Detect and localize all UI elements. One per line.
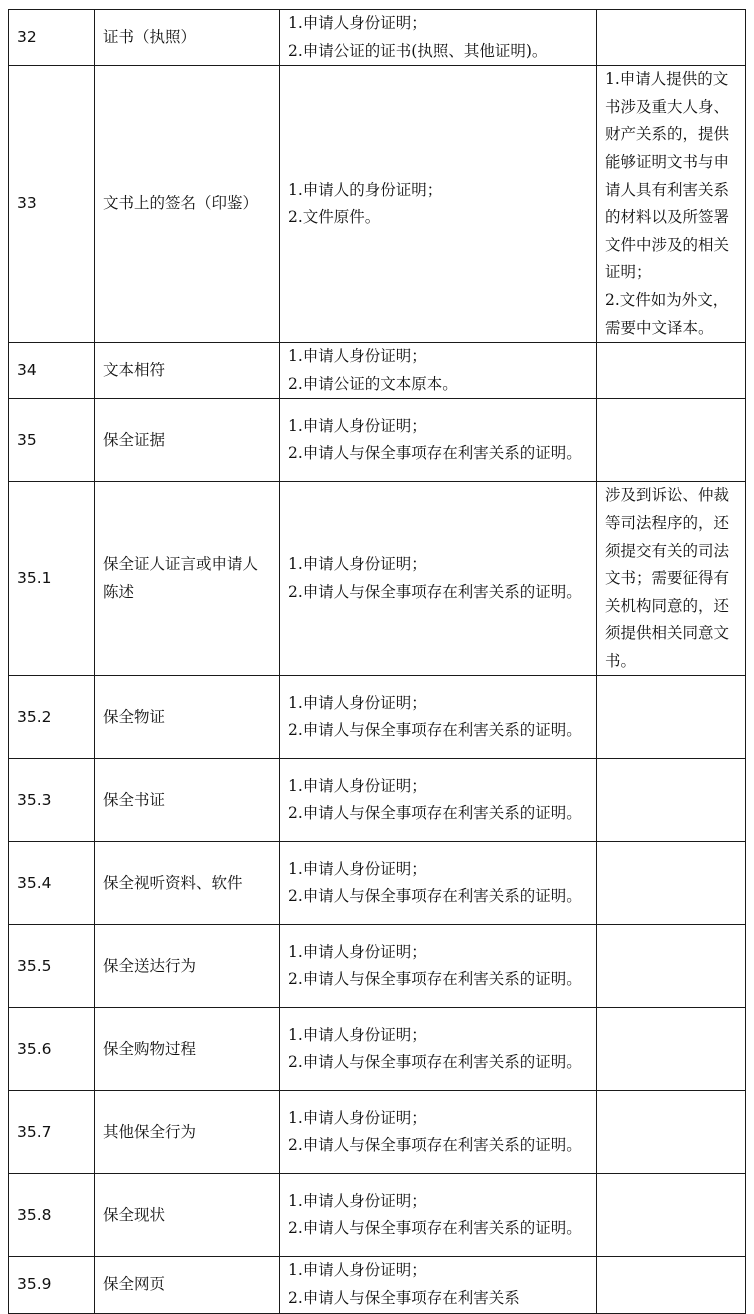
required-material-line: 1.申请人身份证明； (288, 1261, 427, 1280)
required-material-line: 2.申请人与保全事项存在利害关系的证明。 (288, 1053, 582, 1072)
table-row (9, 1091, 746, 1174)
note-cell (597, 759, 746, 842)
required-materials-cell (280, 10, 597, 66)
item-number-cell: 33 (9, 66, 95, 343)
table-row (9, 1257, 746, 1313)
item-name-cell: 保全视听资料、软件 (95, 842, 280, 925)
item-name-cell: 证书（执照） (95, 10, 280, 66)
required-material-line: 1.申请人身份证明； (288, 693, 427, 712)
note-cell (597, 1257, 746, 1313)
item-name-cell: 文本相符 (95, 343, 280, 399)
required-material-line: 2.申请人与保全事项存在利害关系的证明。 (288, 1136, 582, 1155)
required-material-line: 1.申请人身份证明； (288, 1108, 427, 1127)
required-material-line: 2.申请公证的证书(执照、其他证明)。 (288, 41, 548, 60)
required-material-line: 1.申请人身份证明； (288, 14, 427, 32)
required-material-line: 1.申请人身份证明； (288, 1191, 427, 1210)
item-number-cell: 35.8 (9, 1174, 95, 1257)
item-number-cell: 35.2 (9, 676, 95, 759)
table-row (9, 1008, 746, 1091)
required-materials-cell (280, 1174, 597, 1257)
required-material-line: 1.申请人身份证明； (288, 859, 427, 878)
table-row (9, 482, 746, 676)
required-material-line: 2.申请人与保全事项存在利害关系 (288, 1289, 520, 1308)
required-materials-cell (280, 343, 597, 399)
table-row (9, 842, 746, 925)
required-material-line: 2.申请人与保全事项存在利害关系的证明。 (288, 444, 582, 463)
required-material-line: 1.申请人身份证明； (288, 1025, 427, 1044)
note-cell (597, 676, 746, 759)
required-material-line: 2.申请人与保全事项存在利害关系的证明。 (288, 970, 582, 989)
requirements-table (8, 9, 746, 1314)
required-materials-cell (280, 399, 597, 482)
note-line: 1.申请人提供的文书涉及重大人身、财产关系的，提供能够证明文书与申请人具有利害关系的材料以及所签署文件中涉及的相关证明； (605, 70, 730, 282)
table-body (9, 10, 746, 1314)
table-row (9, 1174, 746, 1257)
required-material-line: 2.申请公证的文本原本。 (288, 374, 458, 393)
item-number-cell: 35.3 (9, 759, 95, 842)
required-materials-cell (280, 842, 597, 925)
table-row (9, 759, 746, 842)
required-material-line: 1.申请人身份证明； (288, 942, 427, 961)
note-cell (597, 66, 746, 343)
item-number-cell: 35.9 (9, 1257, 95, 1313)
item-number-cell: 35.5 (9, 925, 95, 1008)
item-name-cell: 保全现状 (95, 1174, 280, 1257)
table-row (9, 66, 746, 343)
required-material-line: 1.申请人身份证明； (288, 347, 427, 366)
required-materials-cell (280, 482, 597, 676)
item-name-cell: 保全送达行为 (95, 925, 280, 1008)
note-cell (597, 482, 746, 676)
required-materials-cell (280, 759, 597, 842)
item-number-cell: 32 (9, 10, 95, 66)
table-row (9, 925, 746, 1008)
required-material-line: 2.文件原件。 (288, 208, 381, 227)
required-materials-cell (280, 925, 597, 1008)
item-name-cell: 保全物证 (95, 676, 280, 759)
required-materials-cell (280, 676, 597, 759)
note-cell (597, 399, 746, 482)
required-material-line: 1.申请人的身份证明； (288, 180, 443, 199)
note-cell (597, 1008, 746, 1091)
required-materials-cell (280, 66, 597, 343)
note-cell (597, 343, 746, 399)
required-material-line: 2.申请人与保全事项存在利害关系的证明。 (288, 804, 582, 823)
required-materials-cell (280, 1257, 597, 1313)
item-number-cell: 35.1 (9, 482, 95, 676)
note-cell (597, 842, 746, 925)
item-number-cell: 34 (9, 343, 95, 399)
table-row (9, 399, 746, 482)
item-number-cell: 35.4 (9, 842, 95, 925)
note-cell (597, 925, 746, 1008)
note-line: 涉及到诉讼、仲裁等司法程序的，还须提交有关的司法文书；需要征得有关机构同意的，还须提供相关同意文书。 (605, 486, 730, 670)
item-number-cell: 35.6 (9, 1008, 95, 1091)
note-cell (597, 1091, 746, 1174)
item-number-cell: 35 (9, 399, 95, 482)
note-line: 2.文件如为外文，需要中文译本。 (605, 290, 729, 337)
item-name-cell: 保全证人证言或申请人陈述 (95, 482, 280, 676)
required-material-line: 1.申请人身份证明； (288, 416, 427, 435)
item-name-cell: 其他保全行为 (95, 1091, 280, 1174)
note-cell (597, 1174, 746, 1257)
required-material-line: 2.申请人与保全事项存在利害关系的证明。 (288, 582, 582, 601)
table-row (9, 10, 746, 66)
item-name-cell: 文书上的签名（印鉴） (95, 66, 280, 343)
required-material-line: 2.申请人与保全事项存在利害关系的证明。 (288, 1219, 582, 1238)
required-materials-cell (280, 1091, 597, 1174)
required-material-line: 2.申请人与保全事项存在利害关系的证明。 (288, 721, 582, 740)
table-row (9, 676, 746, 759)
item-number-cell: 35.7 (9, 1091, 95, 1174)
note-cell (597, 10, 746, 66)
item-name-cell: 保全证据 (95, 399, 280, 482)
required-materials-cell (280, 1008, 597, 1091)
table-row (9, 343, 746, 399)
item-name-cell: 保全书证 (95, 759, 280, 842)
item-name-cell: 保全网页 (95, 1257, 280, 1313)
item-name-cell: 保全购物过程 (95, 1008, 280, 1091)
required-material-line: 1.申请人身份证明； (288, 555, 427, 574)
required-material-line: 1.申请人身份证明； (288, 776, 427, 795)
required-material-line: 2.申请人与保全事项存在利害关系的证明。 (288, 887, 582, 906)
